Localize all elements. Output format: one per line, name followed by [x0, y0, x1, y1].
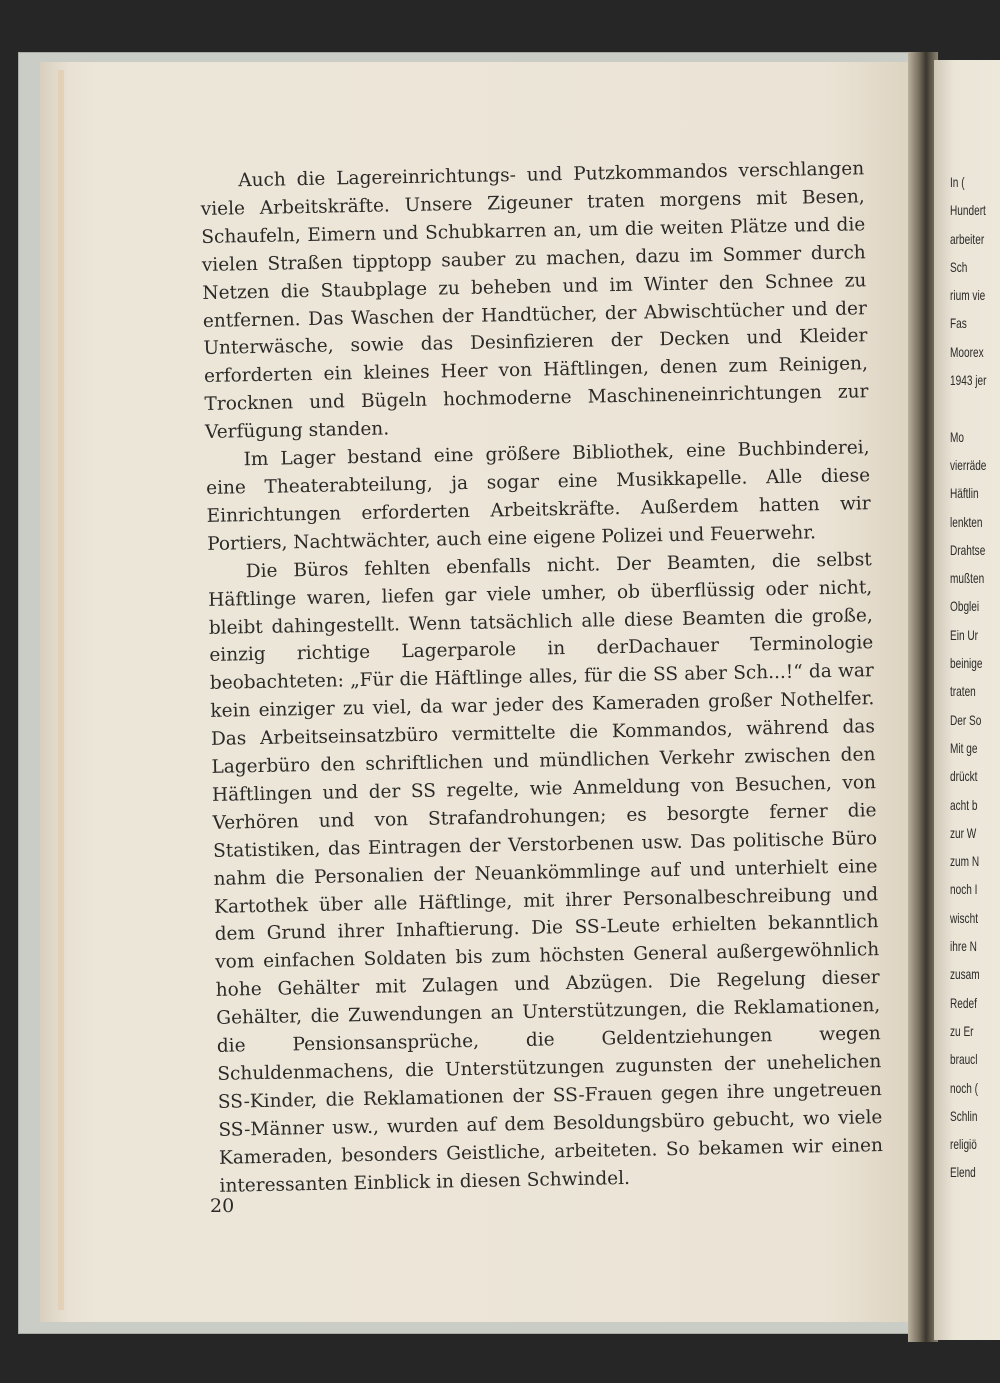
right-page-line: traten: [950, 683, 976, 700]
right-page-line: Elend: [950, 1164, 976, 1181]
right-page-line: 1943 jer: [950, 372, 987, 389]
paragraph-1: Auch die Lagereinrichtungs- und Putzkommandos verschlangen viele Arbeitskräfte. Unsere Zigeuner traten morgens mit Besen, Schaufeln, Eimern und Schubkarren an, um die weiten Plätze und die vielen Straßen tipptopp sauber zu machen, dazu im Sommer durch Netzen die Staubplage zu beheben und im Winter den Schnee zu entfernen. Das Waschen der Handtücher, der Abwischtücher und der Unterwäsche, sowie das Desinfizieren der Decken und Kleider erforderten ein kleines Heer von Häftlingen, denen zum Reinigen, Trocknen und Bügeln hochmoderne Maschineneinrichtungen zur Verfügung standen.: [200, 158, 869, 444]
right-page-line: lenkten: [950, 513, 983, 530]
right-page: [934, 60, 1000, 1340]
right-page-line: mußten: [950, 570, 985, 587]
right-page-line: Sch: [950, 258, 968, 275]
right-page-line: Hundert: [950, 202, 986, 219]
right-page-line: Mit ge: [950, 739, 978, 756]
paragraph-3: Die Büros fehlten ebenfalls nicht. Der Beamten, die selbst Häftlinge waren, liefen gar viele umher, ob überflüssig oder nicht, bleibt dahingestellt. Wenn tatsächlich alle diese Beamten die große, einzig richtige Lagerparole in derDachauer Terminologie beobachteten: „Für die Häftlinge alles, für die SS aber Sch...!“ da war kein einziger zu viel, da war jeder des Kameraden großer Nothelfer. Das Arbeitseinsatzbüro vermittelte die Kommandos, während das Lagerbüro den schriftlichen und mündlichen Verkehr zwischen den Häftlingen und der SS regelte, wie Anmeldung von Besuchen, von Verhören und von Strafandrohungen; es besorgte ferner die Statistiken, das Eintragen der Verstorbenen usw. Das politische Büro nahm die Personalien der Neuankömmlinge auf und unterhielt eine Kartothek über alle Häftlinge, mit ihrer Personalbeschreibung und dem Grund ihrer Inhaftierung. Die SS-Leute erhielten bekanntlich vom einfachen Soldaten bis zum höchsten General außergewöhnlich hohe Gehälter mit Zulagen und Abzügen. Die Regelung dieser Gehälter, die Zuwendungen an Unterstützungen, die Reklamationen, die Pensionsansprüche, die Geldentziehungen wegen Schuldenmachens, die Unterstützungen zugunsten der unehelichen SS-Kinder, die Reklamationen der SS-Frauen gegen ihre ungetreuen SS-Männer usw., wurden auf dem Besoldungsbüro gebucht, wo viele Kameraden, besonders Geistliche, arbeiteten. So bekamen wir einen interessanten Einblick in diesen Schwindel.: [208, 548, 884, 1197]
right-page-line: noch (: [950, 1079, 979, 1096]
right-page-line: Obglei: [950, 598, 980, 615]
right-page-line: Der So: [950, 711, 982, 728]
right-page-line: Redef: [950, 994, 977, 1011]
body-text: [200, 155, 884, 1200]
right-page-line: zum N: [950, 853, 980, 870]
right-page-line: [950, 394, 986, 422]
right-page-line: In (: [950, 174, 965, 190]
right-page-line: noch I: [950, 881, 978, 898]
page-number: 20: [210, 1195, 235, 1217]
right-page-text: [950, 168, 986, 1187]
right-page-line: wischt: [950, 909, 979, 926]
right-page-line: Mo: [950, 428, 965, 445]
right-page-line: arbeiter: [950, 230, 985, 247]
right-page-line: Moorex: [950, 343, 984, 360]
right-page-line: braucl: [950, 1051, 978, 1068]
right-page-line: religiö: [950, 1136, 977, 1153]
right-page-line: ihre N: [950, 938, 977, 955]
right-page-line: drückt: [950, 768, 978, 785]
right-page-line: zur W: [950, 824, 977, 841]
right-page-line: vierräde: [950, 456, 987, 473]
right-page-line: Fas: [950, 315, 967, 332]
right-page-line: zu Er: [950, 1022, 974, 1039]
right-page-line: beinige: [950, 655, 983, 672]
right-page-line: acht b: [950, 796, 978, 813]
right-page-line: Häftlin: [950, 485, 979, 502]
right-page-line: Schlin: [950, 1107, 978, 1124]
right-page-line: rium vie: [950, 287, 986, 304]
right-page-line: Drahtse: [950, 541, 986, 558]
paragraph-2: Im Lager bestand eine größere Bibliothek, eine Buchbinderei, eine Theaterabteilung, ja sogar eine Musikkapelle. Alle diese Einrichtungen erforderten Arbeitskräfte. Außerdem hatten wir Portiers, Nachtwächter, auch eine eigene Polizei und Feuerwehr.: [205, 437, 871, 555]
right-page-line: zusam: [950, 966, 980, 983]
right-page-line: Ein Ur: [950, 626, 979, 643]
